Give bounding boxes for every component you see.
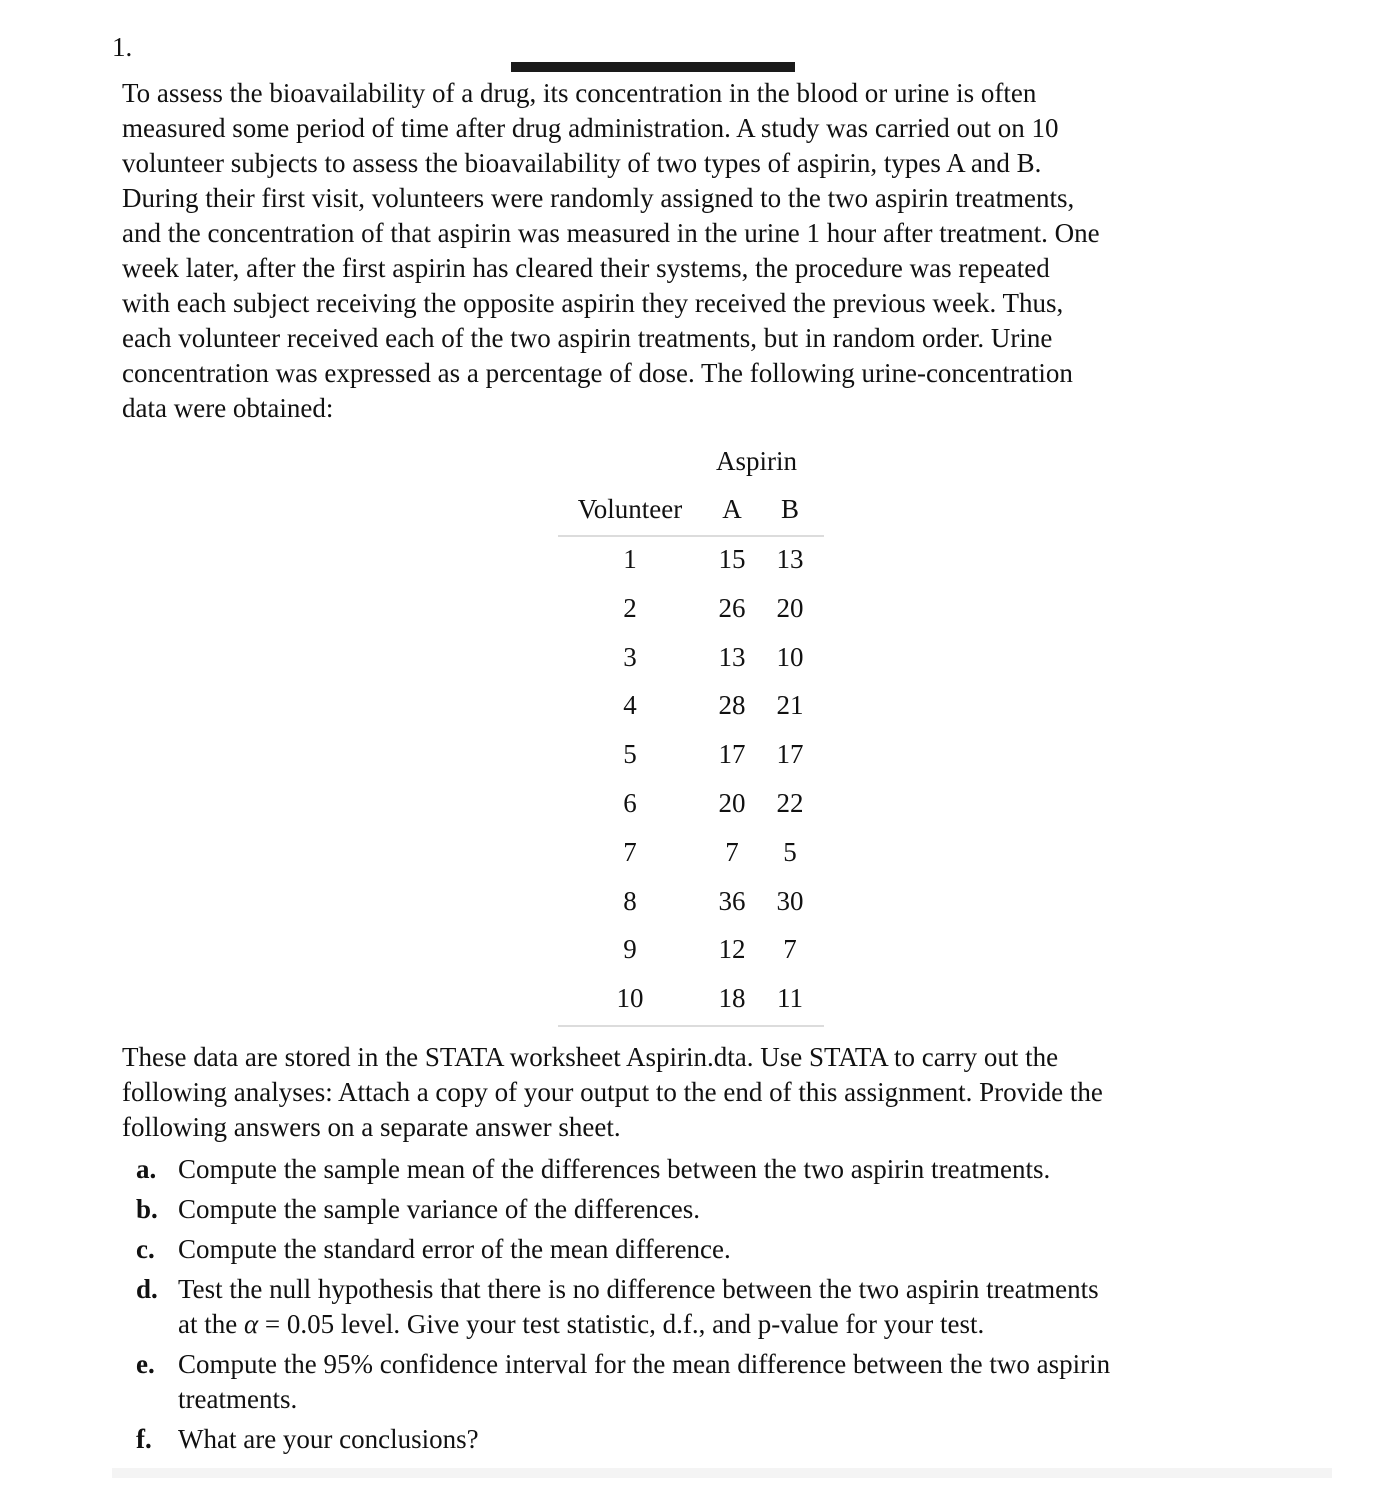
- question-e: [136, 1347, 1316, 1417]
- question-letter: a.: [136, 1154, 157, 1184]
- cell-b: 11: [777, 983, 803, 1014]
- question-b: [136, 1192, 1316, 1227]
- table-row: [558, 642, 824, 678]
- cell-volunteer: 2: [623, 592, 637, 623]
- question-number: 1.: [112, 32, 133, 62]
- alpha-value: 0.05: [286, 1309, 335, 1339]
- question-letter: f.: [136, 1424, 152, 1454]
- cell-a: 20: [718, 788, 746, 818]
- question-letter: c.: [136, 1234, 155, 1264]
- cell-b: 13: [776, 544, 804, 574]
- intro-paragraph: [122, 76, 1312, 426]
- table-row: [558, 788, 824, 824]
- cell-volunteer: 5: [623, 739, 637, 770]
- table-row: [558, 593, 824, 629]
- intro-line: each volunteer received each of the two aspirin treatments, but in random order. Urine: [122, 323, 1053, 353]
- cell-volunteer: 7: [623, 836, 637, 867]
- table-row: [558, 690, 824, 726]
- cell-volunteer: 9: [623, 934, 637, 965]
- outro-paragraph: [122, 1040, 1312, 1145]
- question-text: Compute the standard error of the mean difference.: [178, 1234, 731, 1264]
- intro-line: with each subject receiving the opposite aspirin they received the previous week. Thus,: [122, 288, 1064, 318]
- cell-volunteer: 3: [623, 641, 637, 672]
- cell-volunteer: 8: [623, 885, 637, 916]
- table-bottom-rule: [558, 1025, 824, 1027]
- question-text-suffix: level. Give your test statistic, d.f., and p-value for your test.: [334, 1309, 985, 1339]
- question-list: [136, 1152, 1316, 1462]
- cell-b: 30: [776, 885, 804, 916]
- cell-a: 28: [718, 690, 746, 721]
- cell-a: 13: [718, 641, 746, 672]
- cell-volunteer: 6: [623, 788, 637, 818]
- intro-line: data were obtained:: [122, 393, 334, 423]
- question-text: Compute the sample variance of the differences.: [178, 1194, 701, 1224]
- header-a: A: [722, 494, 742, 524]
- intro-line: concentration was expressed as a percentage of dose. The following urine-concentration: [122, 358, 1073, 388]
- table-row: [558, 837, 824, 873]
- table-row: [558, 886, 824, 922]
- question-text-prefix: at the: [178, 1309, 244, 1339]
- question-letter: e.: [136, 1349, 155, 1379]
- cell-volunteer: 1: [623, 544, 637, 574]
- outro-line: following analyses: Attach a copy of your output to the end of this assignment. Provide the: [122, 1077, 1103, 1107]
- redaction-bar: [511, 62, 795, 72]
- table-caption: Aspirin: [716, 446, 797, 476]
- intro-line: measured some period of time after drug administration. A study was carried out on 10: [122, 113, 1059, 143]
- cell-a: 36: [718, 885, 746, 916]
- table-row: [558, 739, 824, 775]
- question-letter: d.: [136, 1274, 158, 1304]
- question-letter: b.: [136, 1194, 158, 1224]
- cell-b: 10: [776, 641, 804, 672]
- cell-a: 12: [718, 934, 746, 965]
- cell-a: 17: [718, 739, 746, 770]
- question-text-line2: [178, 1307, 1316, 1342]
- cell-b: 17: [776, 739, 804, 770]
- table-header-row: [558, 494, 824, 530]
- intro-line: During their first visit, volunteers were randomly assigned to the two aspirin treatments,: [122, 183, 1075, 213]
- bottom-strip: [112, 1468, 1332, 1478]
- question-d: [136, 1272, 1316, 1342]
- cell-b: 5: [783, 836, 797, 867]
- cell-b: 21: [776, 690, 804, 721]
- question-f: [136, 1422, 1316, 1457]
- cell-a: 7: [725, 836, 739, 867]
- question-text: treatments.: [178, 1384, 298, 1414]
- question-text: What are your conclusions?: [178, 1424, 479, 1454]
- table-row: [558, 544, 824, 580]
- question-a: [136, 1152, 1316, 1187]
- intro-line: To assess the bioavailability of a drug, its concentration in the blood or urine is often: [122, 78, 1037, 108]
- intro-line: week later, after the first aspirin has cleared their systems, the procedure was repeated: [122, 253, 1050, 283]
- question-text: Compute the sample mean of the differences between the two aspirin treatments.: [178, 1154, 1051, 1184]
- header-b: B: [780, 494, 799, 524]
- intro-line: volunteer subjects to assess the bioavailability of two types of aspirin, types A and B.: [122, 148, 1042, 178]
- equals-sign: =: [258, 1309, 287, 1339]
- cell-a: 26: [718, 592, 746, 623]
- table-top-rule: [558, 535, 824, 537]
- intro-line: and the concentration of that aspirin was measured in the urine 1 hour after treatment. One: [122, 218, 1100, 248]
- cell-b: 22: [776, 788, 804, 818]
- cell-volunteer: 4: [623, 690, 637, 721]
- header-volunteer: Volunteer: [577, 494, 683, 524]
- cell-a: 15: [718, 544, 746, 574]
- table-row: [558, 934, 824, 970]
- question-text: Test the null hypothesis that there is no difference between the two aspirin treatments: [178, 1274, 1099, 1304]
- alpha-symbol: α: [243, 1309, 259, 1339]
- table-row: [558, 983, 824, 1019]
- outro-line: following answers on a separate answer sheet.: [122, 1112, 621, 1142]
- outro-line: These data are stored in the STATA worksheet Aspirin.dta. Use STATA to carry out the: [122, 1042, 1059, 1072]
- cell-volunteer: 10: [616, 983, 644, 1014]
- cell-b: 7: [783, 934, 797, 965]
- cell-b: 20: [776, 592, 804, 623]
- question-text: Compute the 95% confidence interval for the mean difference between the two aspirin: [178, 1349, 1111, 1379]
- cell-a: 18: [718, 983, 746, 1014]
- question-c: [136, 1232, 1316, 1267]
